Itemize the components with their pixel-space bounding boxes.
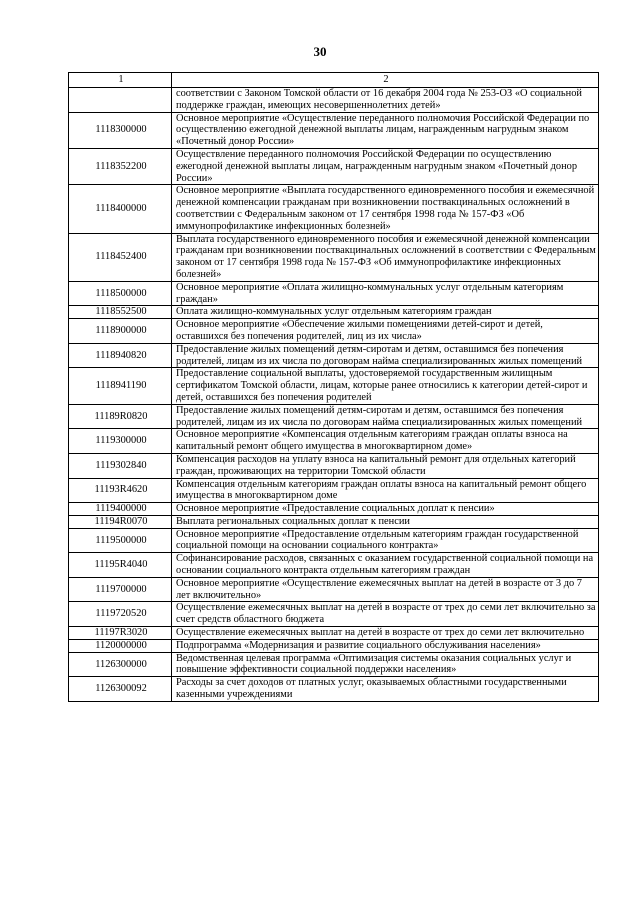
row-description: Оплата жилищно-коммунальных услуг отдельным категориям граждан — [172, 306, 599, 319]
row-code: 1118352200 — [69, 148, 172, 184]
row-code: 1118452400 — [69, 233, 172, 281]
table-row — [69, 112, 599, 148]
row-code: 1119400000 — [69, 503, 172, 516]
row-code: 1118941190 — [69, 368, 172, 404]
row-code: 1118500000 — [69, 281, 172, 306]
row-code: 1126300092 — [69, 677, 172, 702]
table-row — [69, 404, 599, 429]
table-row — [69, 453, 599, 478]
row-description: Выплата региональных социальных доплат к пенсии — [172, 515, 599, 528]
table-row — [69, 515, 599, 528]
row-description: Основное мероприятие «Осуществление переданного полномочия Российской Федерации по осуществлению ежегодной денежной выплаты лицам, награжденным нагрудным знаком «Почетный донор России» — [172, 112, 599, 148]
table-row — [69, 429, 599, 454]
row-description: Основное мероприятие «Оплата жилищно-коммунальных услуг отдельным категориям граждан» — [172, 281, 599, 306]
row-description: Предоставление социальной выплаты, удостоверяемой государственным жилищным сертификатом Томской области, лицам, которые ранее относились к категории детей-сирот и детей, оставшихся без попечения родителей — [172, 368, 599, 404]
row-description: Ведомственная целевая программа «Оптимизация системы оказания социальных услуг и повышение эффективности социальной поддержки населения» — [172, 652, 599, 677]
row-code: 11193R4620 — [69, 478, 172, 503]
row-code: 1118900000 — [69, 319, 172, 344]
table-row — [69, 319, 599, 344]
row-description: Компенсация отдельным категориям граждан оплаты взноса на капитальный ремонт общего имущества в многоквартирном доме — [172, 478, 599, 503]
page-number: 30 — [313, 44, 327, 59]
row-code: 11194R0070 — [69, 515, 172, 528]
table-row — [69, 677, 599, 702]
table-row — [69, 503, 599, 516]
row-description: Основное мероприятие «Выплата государственного единовременного пособия и ежемесячной денежной компенсации гражданам при возникновении поствакцинальных осложнений в соответствии с Федеральным законом от 17 сентября 1998 года № 157-ФЗ «Об иммунопрофилактике инфекционных болезней» — [172, 185, 599, 233]
row-code: 11189R0820 — [69, 404, 172, 429]
column-header-description: 2 — [172, 73, 599, 88]
row-description: Основное мероприятие «Компенсация отдельным категориям граждан оплаты взноса на капитальный ремонт общего имущества в многоквартирном доме» — [172, 429, 599, 454]
row-description: Подпрограмма «Модернизация и развитие социального обслуживания населения» — [172, 639, 599, 652]
row-description: Осуществление переданного полномочия Российской Федерации по осуществлению ежегодной денежной выплаты лицам, награжденным нагрудным знаком «Почетный донор России» — [172, 148, 599, 184]
row-code: 11195R4040 — [69, 553, 172, 578]
row-code: 1119302840 — [69, 453, 172, 478]
row-description: Расходы за счет доходов от платных услуг, оказываемых областными государственными казенными учреждениями — [172, 677, 599, 702]
row-description: Осуществление ежемесячных выплат на детей в возрасте от трех до семи лет включительно за счет средств областного бюджета — [172, 602, 599, 627]
row-code: 11197R3020 — [69, 627, 172, 640]
row-description: Предоставление жилых помещений детям-сиротам и детям, оставшимся без попечения родителей, лицам из их числа по договорам найма специализированных жилых помещений — [172, 343, 599, 368]
table-row — [69, 148, 599, 184]
row-code: 1119500000 — [69, 528, 172, 553]
table-row — [69, 233, 599, 281]
table-row — [69, 185, 599, 233]
row-code: 1118940820 — [69, 343, 172, 368]
row-description: Предоставление жилых помещений детям-сиротам и детям, оставшимся без попечения родителей, лицам из их числа по договорам найма специализированных жилых помещений — [172, 404, 599, 429]
row-code: 1119300000 — [69, 429, 172, 454]
row-code: 1118400000 — [69, 185, 172, 233]
table-row — [69, 306, 599, 319]
row-description: Выплата государственного единовременного пособия и ежемесячной денежной компенсации гражданам при возникновении поствакцинальных осложнений в соответствии с Федеральным законом от 17 сентября 1998 года № 157-ФЗ «Об иммунопрофилактике инфекционных болезней» — [172, 233, 599, 281]
table-row — [69, 577, 599, 602]
row-code: 1119720520 — [69, 602, 172, 627]
row-description: Основное мероприятие «Осуществление ежемесячных выплат на детей в возрасте от 3 до 7 лет включительно» — [172, 577, 599, 602]
table-row — [69, 652, 599, 677]
row-description: Компенсация расходов на уплату взноса на капитальный ремонт для отдельных категорий граждан, проживающих на территории Томской области — [172, 453, 599, 478]
row-code: 1118300000 — [69, 112, 172, 148]
table-row — [69, 88, 599, 113]
row-description: Основное мероприятие «Обеспечение жилыми помещениями детей-сирот и детей, оставшихся без попечения родителей, лиц из их числа» — [172, 319, 599, 344]
column-header-code: 1 — [69, 73, 172, 88]
table-row — [69, 627, 599, 640]
row-description: Основное мероприятие «Предоставление отдельным категориям граждан государственной социальной помощи на основании социального контракта» — [172, 528, 599, 553]
table-row — [69, 602, 599, 627]
row-code — [69, 88, 172, 113]
row-code: 1118552500 — [69, 306, 172, 319]
row-description: соответствии с Законом Томской области от 16 декабря 2004 года № 253-ОЗ «О социальной поддержке граждан, имеющих несовершеннолетних детей» — [172, 88, 599, 113]
table-row — [69, 281, 599, 306]
row-code: 1120000000 — [69, 639, 172, 652]
row-code: 1119700000 — [69, 577, 172, 602]
row-description: Софинансирование расходов, связанных с оказанием государственной социальной помощи на основании социального контракта отдельным категориям граждан — [172, 553, 599, 578]
table-header-row — [69, 73, 599, 88]
row-description: Основное мероприятие «Предоставление социальных доплат к пенсии» — [172, 503, 599, 516]
table-row — [69, 343, 599, 368]
row-code: 1126300000 — [69, 652, 172, 677]
table-row — [69, 528, 599, 553]
table-row — [69, 478, 599, 503]
table-row — [69, 639, 599, 652]
row-description: Осуществление ежемесячных выплат на детей в возрасте от трех до семи лет включительно — [172, 627, 599, 640]
table-row — [69, 553, 599, 578]
table-row — [69, 368, 599, 404]
budget-codes-table — [68, 72, 599, 702]
